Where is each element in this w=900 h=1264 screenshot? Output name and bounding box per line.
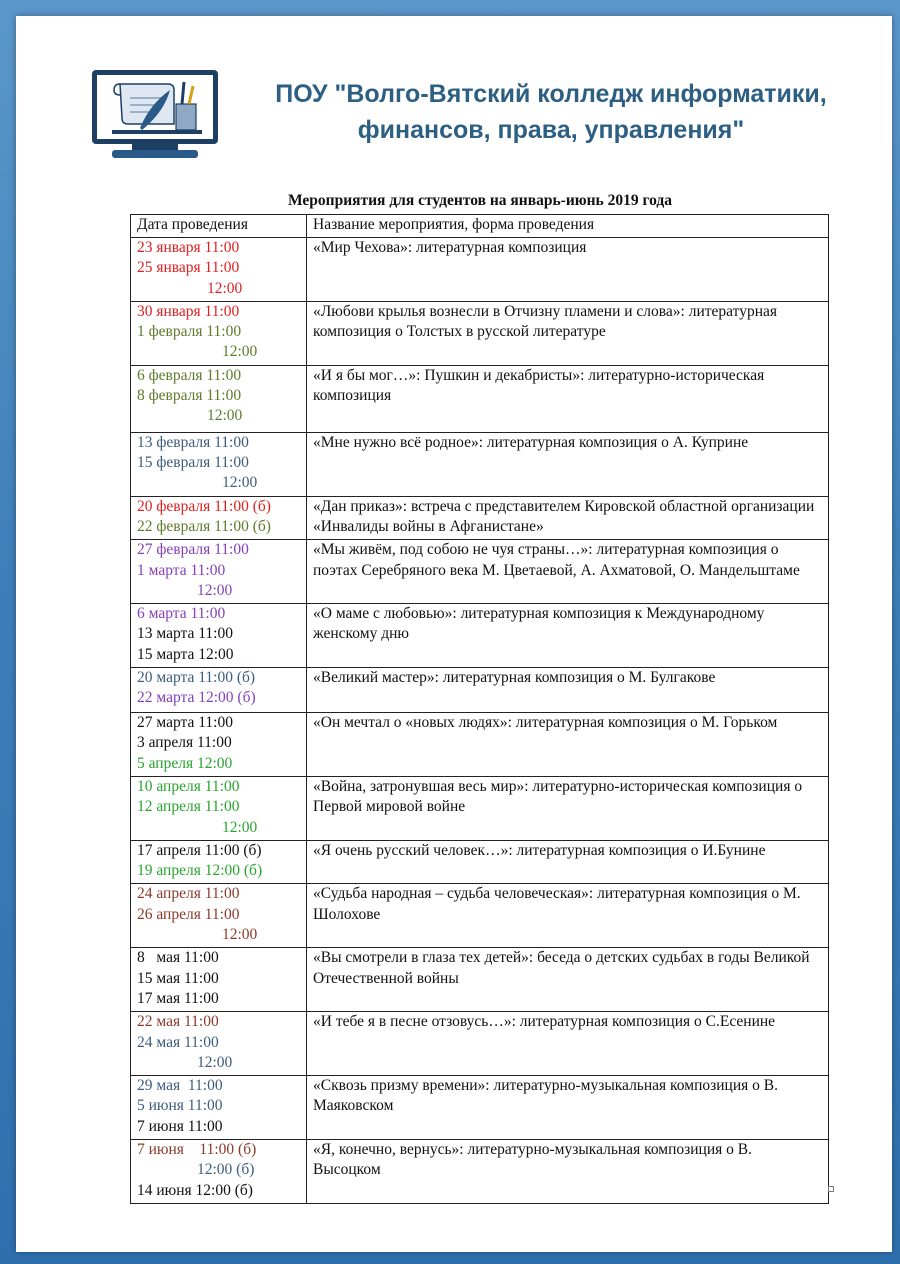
- date-line: 10 апреля 11:00: [137, 777, 240, 795]
- table-row: [131, 948, 829, 1012]
- table-row: [131, 713, 829, 777]
- date-line: 20 марта 11:00 (б): [137, 669, 256, 687]
- event-dates: [131, 776, 307, 840]
- event-title: «Дан приказ»: встреча с представителем Кировской областной организации «Инвалиды войны в Афганистане»: [307, 496, 829, 540]
- date-line: 12 апреля 11:00: [137, 798, 240, 816]
- date-line: 5 апреля 12:00: [137, 754, 233, 772]
- event-title: «И тебе я в песне отзовусь…»: литературная композиция о С.Есенине: [307, 1012, 829, 1076]
- date-line: 12:00: [197, 1053, 233, 1071]
- event-title: «Любови крылья вознесли в Отчизну пламени и слова»: литературная композиция о Толстых в русской литературе: [307, 301, 829, 365]
- date-line: 12:00: [222, 343, 258, 361]
- event-dates: [131, 604, 307, 668]
- date-line: 12:00: [197, 581, 233, 599]
- event-title: «Вы смотрели в глаза тех детей»: беседа о детских судьбах в годы Великой Отечественной войны: [307, 948, 829, 1012]
- event-title: «Он мечтал о «новых людях»: литературная композиция о М. Горьком: [307, 713, 829, 777]
- date-line: 20 февраля 11:00 (б): [137, 497, 271, 515]
- document-page: [16, 16, 892, 1252]
- event-title: «И я бы мог…»: Пушкин и декабристы»: литературно-историческая композиция: [307, 365, 829, 432]
- date-line: 12:00: [222, 474, 258, 492]
- date-line: 26 апреля 11:00: [137, 905, 240, 923]
- date-line: 22 марта 12:00 (б): [137, 689, 256, 707]
- event-title: «О маме с любовью»: литературная композиция к Международному женскому дню: [307, 604, 829, 668]
- event-dates: [131, 840, 307, 884]
- date-line: 27 марта 11:00: [137, 714, 233, 732]
- table-row: [131, 1012, 829, 1076]
- table-row: [131, 432, 829, 496]
- event-dates: [131, 668, 307, 713]
- event-title: «Мне нужно всё родное»: литературная композиция о А. Куприне: [307, 432, 829, 496]
- table-header-row: [131, 215, 829, 238]
- event-title: «Мир Чехова»: литературная композиция: [307, 238, 829, 302]
- date-line: 7 июня 11:00: [137, 1117, 223, 1135]
- date-line: 1 марта 11:00: [137, 561, 226, 579]
- date-line: 1 февраля 11:00: [137, 323, 242, 341]
- event-dates: [131, 713, 307, 777]
- date-line: 12:00: [207, 279, 243, 297]
- events-table: [130, 214, 829, 1204]
- date-line: 25 января 11:00: [137, 259, 240, 277]
- event-dates: [131, 432, 307, 496]
- date-line: 6 февраля 11:00: [137, 366, 242, 384]
- table-row: [131, 884, 829, 948]
- date-line: 15 февраля 11:00: [137, 454, 249, 472]
- event-dates: [131, 884, 307, 948]
- date-line: 24 мая 11:00: [137, 1033, 219, 1051]
- date-line: 22 февраля 11:00 (б): [137, 517, 271, 535]
- date-line: 12:00: [207, 407, 243, 425]
- table-row: [131, 840, 829, 884]
- date-line: 12:00: [222, 926, 258, 944]
- table-row: [131, 365, 829, 432]
- table-resize-handle[interactable]: [828, 1186, 834, 1192]
- date-line: 29 мая 11:00: [137, 1077, 223, 1095]
- date-line: 30 января 11:00: [137, 302, 240, 320]
- monitor-scroll-pencil-icon: [90, 68, 220, 160]
- table-row: [131, 604, 829, 668]
- date-line: 12:00: [222, 818, 258, 836]
- column-header-date: Дата проведения: [131, 215, 307, 238]
- event-title: «Я, конечно, вернусь»: литературно-музыкальная композиция о В. Высоцком: [307, 1139, 829, 1203]
- event-title: «Я очень русский человек…»: литературная композиция о И.Бунине: [307, 840, 829, 884]
- table-row: [131, 540, 829, 604]
- table-row: [131, 668, 829, 713]
- date-line: 13 февраля 11:00: [137, 433, 249, 451]
- college-title-line-2: финансов, права, управления": [357, 116, 745, 144]
- date-line: 17 мая 11:00: [137, 989, 219, 1007]
- college-title: [226, 76, 876, 148]
- event-title: «Судьба народная – судьба человеческая»: литературная композиция о М. Шолохове: [307, 884, 829, 948]
- event-dates: [131, 238, 307, 302]
- date-line: 19 апреля 12:00 (б): [137, 862, 263, 880]
- date-line: 7 июня 11:00 (б): [137, 1140, 257, 1158]
- event-dates: [131, 365, 307, 432]
- table-row: [131, 776, 829, 840]
- event-dates: [131, 496, 307, 540]
- college-title-line-1: ПОУ "Волго-Вятский колледж информатики,: [275, 80, 827, 108]
- event-dates: [131, 1076, 307, 1140]
- event-dates: [131, 301, 307, 365]
- column-header-event: Название мероприятия, форма проведения: [307, 215, 829, 238]
- date-line: 27 февраля 11:00: [137, 541, 249, 559]
- table-row: [131, 1139, 829, 1203]
- date-line: 17 апреля 11:00 (б): [137, 841, 262, 859]
- table-row: [131, 1076, 829, 1140]
- date-line: 13 марта 11:00: [137, 625, 233, 643]
- event-dates: [131, 1012, 307, 1076]
- table-row: [131, 238, 829, 302]
- event-title: «Мы живём, под собою не чуя страны…»: литературная композиция о поэтах Серебряного века М. Цветаевой, А. Ахматовой, О. Мандельштаме: [307, 540, 829, 604]
- event-title: «Война, затронувшая весь мир»: литературно-историческая композиция о Первой мировой войне: [307, 776, 829, 840]
- date-line: 23 января 11:00: [137, 239, 240, 256]
- date-line: 12:00 (б): [197, 1161, 255, 1179]
- date-line: 24 апреля 11:00: [137, 885, 240, 903]
- date-line: 14 июня 12:00 (б): [137, 1181, 253, 1199]
- date-line: 3 апреля 11:00: [137, 734, 232, 752]
- event-dates: [131, 540, 307, 604]
- event-dates: [131, 948, 307, 1012]
- document-subtitle: Мероприятия для студентов на январь-июнь 2019 года: [287, 192, 673, 209]
- event-title: «Сквозь призму времени»: литературно-музыкальная композиция о В. Маяковском: [307, 1076, 829, 1140]
- date-line: 8 февраля 11:00: [137, 387, 242, 405]
- event-dates: [131, 1139, 307, 1203]
- date-line: 5 июня 11:00: [137, 1097, 223, 1115]
- date-line: 15 марта 12:00: [137, 645, 234, 663]
- table-row: [131, 301, 829, 365]
- date-line: 8 мая 11:00: [137, 949, 219, 967]
- date-line: 6 марта 11:00: [137, 605, 226, 623]
- event-title: «Великий мастер»: литературная композиция о М. Булгакове: [307, 668, 829, 713]
- date-line: 15 мая 11:00: [137, 969, 219, 987]
- table-row: [131, 496, 829, 540]
- date-line: 22 мая 11:00: [137, 1013, 219, 1031]
